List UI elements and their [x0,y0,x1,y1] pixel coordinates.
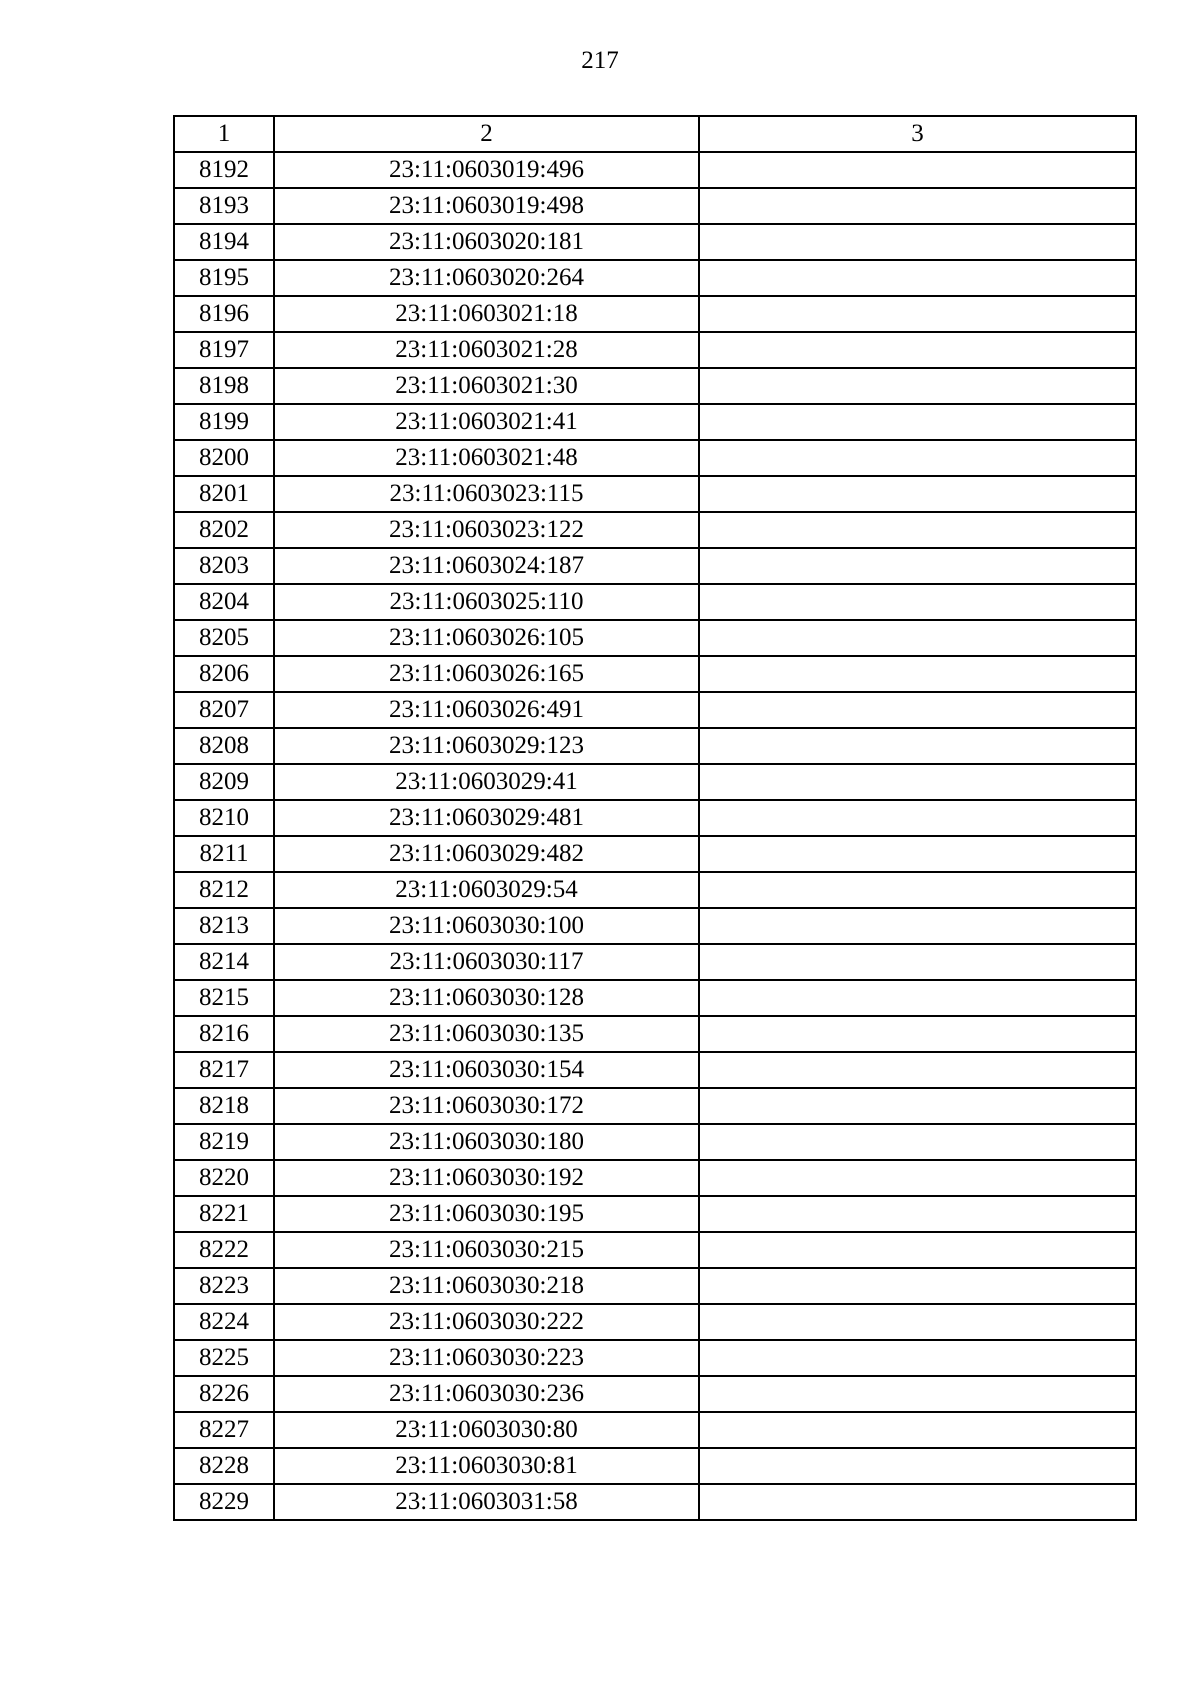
cadastral-number-cell: 23:11:0603021:30 [274,368,699,404]
table-body [174,152,1136,1520]
header-col-2: 2 [274,116,699,152]
table-row [174,1088,1136,1124]
table-row [174,944,1136,980]
cadastral-number-cell: 23:11:0603030:81 [274,1448,699,1484]
cadastral-number-cell: 23:11:0603030:80 [274,1412,699,1448]
header-col-3: 3 [699,116,1136,152]
row-number-cell: 8213 [174,908,274,944]
row-number-cell: 8214 [174,944,274,980]
row-number-cell: 8195 [174,260,274,296]
table-row [174,584,1136,620]
cadastral-number-cell: 23:11:0603029:54 [274,872,699,908]
row-number-cell: 8227 [174,1412,274,1448]
row-number-cell: 8203 [174,548,274,584]
note-cell [699,404,1136,440]
table-row [174,980,1136,1016]
note-cell [699,800,1136,836]
note-cell [699,548,1136,584]
row-number-cell: 8212 [174,872,274,908]
cadastral-number-cell: 23:11:0603026:105 [274,620,699,656]
note-cell [699,728,1136,764]
note-cell [699,908,1136,944]
note-cell [699,260,1136,296]
note-cell [699,224,1136,260]
cadastral-number-cell: 23:11:0603030:195 [274,1196,699,1232]
row-number-cell: 8229 [174,1484,274,1520]
cadastral-number-cell: 23:11:0603020:181 [274,224,699,260]
row-number-cell: 8205 [174,620,274,656]
note-cell [699,1484,1136,1520]
table-row [174,1052,1136,1088]
table-row [174,332,1136,368]
row-number-cell: 8223 [174,1268,274,1304]
table-row [174,1160,1136,1196]
row-number-cell: 8196 [174,296,274,332]
table-row [174,476,1136,512]
table-row [174,512,1136,548]
table-row [174,1196,1136,1232]
note-cell [699,512,1136,548]
header-row [174,116,1136,152]
cadastral-number-cell: 23:11:0603026:165 [274,656,699,692]
row-number-cell: 8193 [174,188,274,224]
cadastral-number-cell: 23:11:0603025:110 [274,584,699,620]
cadastral-number-cell: 23:11:0603030:218 [274,1268,699,1304]
table-row [174,404,1136,440]
cadastral-number-cell: 23:11:0603030:135 [274,1016,699,1052]
row-number-cell: 8224 [174,1304,274,1340]
cadastral-number-cell: 23:11:0603020:264 [274,260,699,296]
table-row [174,152,1136,188]
row-number-cell: 8228 [174,1448,274,1484]
row-number-cell: 8211 [174,836,274,872]
table-row [174,764,1136,800]
note-cell [699,980,1136,1016]
row-number-cell: 8217 [174,1052,274,1088]
note-cell [699,836,1136,872]
note-cell [699,872,1136,908]
note-cell [699,1268,1136,1304]
cadastral-number-cell: 23:11:0603026:491 [274,692,699,728]
table-row [174,548,1136,584]
table-row [174,1484,1136,1520]
cadastral-number-cell: 23:11:0603021:41 [274,404,699,440]
cadastral-number-cell: 23:11:0603030:117 [274,944,699,980]
cadastral-number-cell: 23:11:0603031:58 [274,1484,699,1520]
note-cell [699,1124,1136,1160]
header-col-1: 1 [174,116,274,152]
note-cell [699,476,1136,512]
table-row [174,1448,1136,1484]
note-cell [699,584,1136,620]
note-cell [699,1376,1136,1412]
note-cell [699,1340,1136,1376]
table-row [174,1232,1136,1268]
cadastral-number-cell: 23:11:0603030:236 [274,1376,699,1412]
row-number-cell: 8197 [174,332,274,368]
table-row [174,908,1136,944]
note-cell [699,1412,1136,1448]
table-row [174,368,1136,404]
table-row [174,1268,1136,1304]
row-number-cell: 8225 [174,1340,274,1376]
cadastral-number-cell: 23:11:0603030:100 [274,908,699,944]
cadastral-number-cell: 23:11:0603029:41 [274,764,699,800]
cadastral-number-cell: 23:11:0603021:28 [274,332,699,368]
row-number-cell: 8218 [174,1088,274,1124]
row-number-cell: 8204 [174,584,274,620]
row-number-cell: 8220 [174,1160,274,1196]
table-row [174,1340,1136,1376]
table-row [174,656,1136,692]
row-number-cell: 8201 [174,476,274,512]
cadastral-number-cell: 23:11:0603021:48 [274,440,699,476]
note-cell [699,1160,1136,1196]
note-cell [699,332,1136,368]
cadastral-table [173,115,1137,1521]
cadastral-number-cell: 23:11:0603023:115 [274,476,699,512]
cadastral-number-cell: 23:11:0603019:498 [274,188,699,224]
cadastral-number-cell: 23:11:0603023:122 [274,512,699,548]
row-number-cell: 8215 [174,980,274,1016]
note-cell [699,620,1136,656]
table-row [174,872,1136,908]
cadastral-number-cell: 23:11:0603030:223 [274,1340,699,1376]
row-number-cell: 8207 [174,692,274,728]
table-row [174,836,1136,872]
row-number-cell: 8216 [174,1016,274,1052]
table-row [174,188,1136,224]
cadastral-number-cell: 23:11:0603030:192 [274,1160,699,1196]
table-row [174,620,1136,656]
table-header [174,116,1136,152]
row-number-cell: 8192 [174,152,274,188]
cadastral-number-cell: 23:11:0603030:172 [274,1088,699,1124]
row-number-cell: 8210 [174,800,274,836]
note-cell [699,656,1136,692]
table-row [174,1304,1136,1340]
row-number-cell: 8226 [174,1376,274,1412]
row-number-cell: 8198 [174,368,274,404]
table-row [174,260,1136,296]
row-number-cell: 8194 [174,224,274,260]
row-number-cell: 8209 [174,764,274,800]
cadastral-number-cell: 23:11:0603030:222 [274,1304,699,1340]
row-number-cell: 8208 [174,728,274,764]
cadastral-number-cell: 23:11:0603029:482 [274,836,699,872]
table-row [174,728,1136,764]
note-cell [699,1304,1136,1340]
table-row [174,1412,1136,1448]
note-cell [699,152,1136,188]
note-cell [699,188,1136,224]
note-cell [699,944,1136,980]
note-cell [699,1196,1136,1232]
cadastral-number-cell: 23:11:0603019:496 [274,152,699,188]
note-cell [699,1232,1136,1268]
table-row [174,440,1136,476]
note-cell [699,1448,1136,1484]
row-number-cell: 8199 [174,404,274,440]
note-cell [699,440,1136,476]
row-number-cell: 8206 [174,656,274,692]
row-number-cell: 8222 [174,1232,274,1268]
cadastral-number-cell: 23:11:0603030:215 [274,1232,699,1268]
table-row [174,1124,1136,1160]
cadastral-number-cell: 23:11:0603030:128 [274,980,699,1016]
row-number-cell: 8200 [174,440,274,476]
table-row [174,296,1136,332]
note-cell [699,1088,1136,1124]
note-cell [699,1052,1136,1088]
cadastral-number-cell: 23:11:0603030:180 [274,1124,699,1160]
row-number-cell: 8219 [174,1124,274,1160]
table-row [174,1016,1136,1052]
note-cell [699,1016,1136,1052]
cadastral-number-cell: 23:11:0603021:18 [274,296,699,332]
page-number: 217 [581,47,619,74]
note-cell [699,764,1136,800]
note-cell [699,368,1136,404]
cadastral-number-cell: 23:11:0603030:154 [274,1052,699,1088]
note-cell [699,296,1136,332]
table-row [174,800,1136,836]
cadastral-number-cell: 23:11:0603029:481 [274,800,699,836]
row-number-cell: 8221 [174,1196,274,1232]
table-row [174,224,1136,260]
row-number-cell: 8202 [174,512,274,548]
cadastral-number-cell: 23:11:0603024:187 [274,548,699,584]
cadastral-number-cell: 23:11:0603029:123 [274,728,699,764]
table-row [174,1376,1136,1412]
table-row [174,692,1136,728]
note-cell [699,692,1136,728]
